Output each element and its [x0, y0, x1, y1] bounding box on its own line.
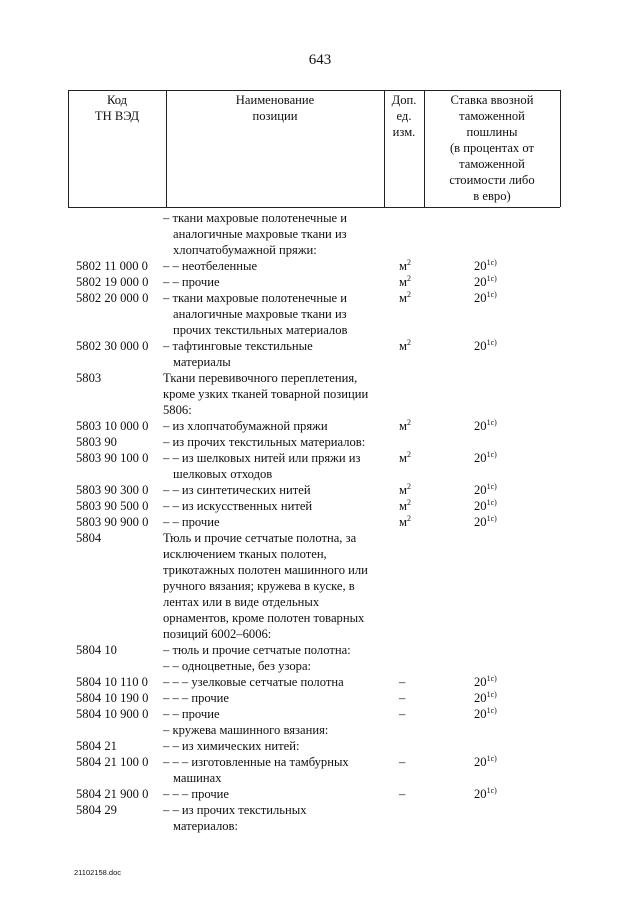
tariff-code: 5804 21 100 0	[76, 755, 149, 769]
duty-rate	[474, 786, 497, 802]
position-name-line: Ткани перевивочного переплетения,	[163, 371, 358, 385]
table-row	[0, 690, 640, 706]
duty-rate	[474, 754, 497, 770]
unit-cell	[399, 274, 421, 290]
unit-cell	[399, 674, 421, 690]
duty-rate-footnote: 1с)	[486, 706, 497, 715]
unit-value: –	[399, 675, 406, 689]
unit-cell	[399, 290, 421, 306]
table-row	[0, 786, 640, 802]
position-name	[163, 274, 385, 290]
unit-superscript: 2	[406, 290, 411, 299]
header-unit: Доп. ед. изм.	[391, 93, 417, 139]
position-name-line: – ткани махровые полотенечные и	[163, 211, 348, 225]
unit-cell	[399, 338, 421, 354]
position-name-line: материалов:	[173, 819, 239, 833]
duty-rate-value: 20	[474, 755, 487, 769]
position-name-line: – – из искусственных нитей	[163, 499, 313, 513]
position-name-line: Тюль и прочие сетчатые полотна, за	[163, 531, 357, 545]
table-row	[0, 290, 640, 338]
table-row	[0, 274, 640, 290]
duty-rate-footnote: 1с)	[486, 450, 497, 459]
table-row	[0, 210, 640, 258]
duty-rate	[474, 482, 497, 498]
duty-rate-value: 20	[474, 707, 487, 721]
tariff-code: 5803 90 300 0	[76, 483, 149, 497]
duty-rate-value: 20	[474, 291, 487, 305]
duty-rate	[474, 706, 497, 722]
unit-cell	[399, 786, 421, 802]
unit-value: м	[399, 515, 407, 529]
unit-superscript: 2	[406, 498, 411, 507]
tariff-code: 5802 30 000 0	[76, 339, 149, 353]
unit-cell	[399, 482, 421, 498]
unit-value: м	[399, 483, 407, 497]
tariff-code: 5803 90	[76, 435, 117, 449]
unit-cell	[399, 258, 421, 274]
page-number: 643	[308, 52, 332, 68]
table-row	[0, 530, 640, 642]
unit-value: м	[399, 419, 407, 433]
duty-rate-value: 20	[474, 515, 487, 529]
position-name	[163, 370, 385, 418]
table-row	[0, 706, 640, 722]
position-name-line: – – прочие	[163, 707, 220, 721]
duty-rate	[474, 674, 497, 690]
position-name-line: – – – узелковые сетчатые полотна	[163, 675, 344, 689]
duty-rate-value: 20	[474, 259, 487, 273]
duty-rate-value: 20	[474, 275, 487, 289]
tariff-code: 5803 90 900 0	[76, 515, 149, 529]
duty-rate	[474, 338, 497, 354]
position-name-line: – – – прочие	[163, 691, 230, 705]
unit-value: м	[399, 451, 407, 465]
duty-rate-footnote: 1с)	[486, 786, 497, 795]
position-name-line: исключением тканых полотен,	[163, 547, 327, 561]
duty-rate	[474, 258, 497, 274]
table-row	[0, 434, 640, 450]
unit-value: м	[399, 291, 407, 305]
duty-rate-footnote: 1с)	[486, 290, 497, 299]
duty-rate	[474, 498, 497, 514]
position-name-line: – – – изготовленные на тамбурных	[163, 755, 349, 769]
unit-cell	[399, 690, 421, 706]
position-name-line: лентах или в виде отдельных	[163, 595, 320, 609]
position-name	[163, 690, 385, 706]
duty-rate-footnote: 1с)	[486, 418, 497, 427]
unit-cell	[399, 514, 421, 530]
position-name	[163, 706, 385, 722]
position-name-line: – ткани махровые полотенечные и	[163, 291, 348, 305]
table-row	[0, 754, 640, 786]
position-name-line: – – из прочих текстильных	[163, 803, 307, 817]
position-name	[163, 530, 385, 642]
duty-rate-value: 20	[474, 419, 487, 433]
position-name-line: – из прочих текстильных материалов:	[163, 435, 366, 449]
position-name-line: – из хлопчатобумажной пряжи	[163, 419, 328, 433]
unit-superscript: 2	[406, 450, 411, 459]
position-name	[163, 338, 385, 370]
duty-rate	[474, 290, 497, 306]
position-name	[163, 498, 385, 514]
position-name-line: – – из шелковых нитей или пряжи из	[163, 451, 361, 465]
duty-rate-value: 20	[474, 675, 487, 689]
unit-value: м	[399, 275, 407, 289]
tariff-code: 5804 10 900 0	[76, 707, 149, 721]
duty-rate-footnote: 1с)	[486, 482, 497, 491]
table-row	[0, 338, 640, 370]
table-row	[0, 642, 640, 658]
position-name	[163, 642, 385, 658]
unit-value: м	[399, 259, 407, 273]
unit-cell	[399, 498, 421, 514]
duty-rate	[474, 450, 497, 466]
tariff-code: 5803	[76, 371, 102, 385]
duty-rate-footnote: 1с)	[486, 674, 497, 683]
duty-rate-value: 20	[474, 787, 487, 801]
unit-cell	[399, 754, 421, 770]
position-name-line: трикотажных полотен машинного или	[163, 563, 368, 577]
table-row	[0, 370, 640, 418]
position-name-line: – – из химических нитей:	[163, 739, 300, 753]
position-name	[163, 658, 385, 674]
position-name-line: позиций 6002–6006:	[163, 627, 272, 641]
tariff-code: 5802 20 000 0	[76, 291, 149, 305]
header-top-rule	[68, 90, 560, 91]
unit-superscript: 2	[406, 418, 411, 427]
tariff-code: 5803 10 000 0	[76, 419, 149, 433]
position-name	[163, 786, 385, 802]
duty-rate	[474, 418, 497, 434]
position-name-line: – – – прочие	[163, 787, 230, 801]
table-row	[0, 674, 640, 690]
header-rate: Ставка ввозной таможенной пошлины (в процентах от таможенной стоимости либо в евро)	[449, 93, 535, 203]
tariff-code: 5804 10 110 0	[76, 675, 148, 689]
position-name-line: аналогичные махровые ткани из	[173, 227, 347, 241]
position-name-line: орнаментов, кроме полотен товарных	[163, 611, 365, 625]
header-divider	[560, 90, 561, 207]
unit-cell	[399, 706, 421, 722]
duty-rate-value: 20	[474, 339, 487, 353]
position-name-line: шелковых отходов	[173, 467, 273, 481]
position-name	[163, 258, 385, 274]
table-row	[0, 482, 640, 498]
duty-rate-footnote: 1с)	[486, 274, 497, 283]
tariff-code: 5804 21	[76, 739, 117, 753]
position-name	[163, 290, 385, 338]
position-name	[163, 738, 385, 754]
duty-rate	[474, 514, 497, 530]
tariff-code: 5802 11 000 0	[76, 259, 148, 273]
header-name: Наименование позиции	[235, 93, 315, 123]
position-name	[163, 722, 385, 738]
unit-value: –	[399, 691, 406, 705]
table-row	[0, 658, 640, 674]
unit-value: м	[399, 499, 407, 513]
header-bottom-rule	[68, 207, 560, 208]
table-row	[0, 498, 640, 514]
position-name-line: – – прочие	[163, 275, 220, 289]
duty-rate-footnote: 1с)	[486, 514, 497, 523]
position-name	[163, 450, 385, 482]
position-name	[163, 674, 385, 690]
position-name-line: – тафтинговые текстильные	[163, 339, 313, 353]
position-name-line: кроме узких тканей товарной позиции	[163, 387, 369, 401]
duty-rate	[474, 690, 497, 706]
position-name-line: – кружева машинного вязания:	[163, 723, 329, 737]
unit-value: –	[399, 787, 406, 801]
footer-filename: 21102158.doc	[74, 868, 121, 877]
position-name	[163, 210, 385, 258]
tariff-code: 5802 19 000 0	[76, 275, 149, 289]
position-name-line: хлопчатобумажной пряжи:	[173, 243, 317, 257]
unit-superscript: 2	[406, 514, 411, 523]
position-name	[163, 434, 385, 450]
duty-rate-footnote: 1с)	[486, 690, 497, 699]
duty-rate-footnote: 1с)	[486, 338, 497, 347]
position-name-line: – тюль и прочие сетчатые полотна:	[163, 643, 351, 657]
position-name-line: – – одноцветные, без узора:	[163, 659, 312, 673]
position-name-line: 5806:	[163, 403, 192, 417]
table-row	[0, 258, 640, 274]
position-name-line: аналогичные махровые ткани из	[173, 307, 347, 321]
unit-superscript: 2	[406, 274, 411, 283]
duty-rate-value: 20	[474, 483, 487, 497]
unit-cell	[399, 450, 421, 466]
unit-value: м	[399, 339, 407, 353]
position-name-line: машинах	[173, 771, 222, 785]
table-row	[0, 450, 640, 482]
unit-cell	[399, 418, 421, 434]
header-code: Код ТН ВЭД	[94, 93, 140, 123]
duty-rate-footnote: 1с)	[486, 754, 497, 763]
table-row	[0, 722, 640, 738]
unit-value: –	[399, 755, 406, 769]
position-name-line: прочих текстильных материалов	[173, 323, 348, 337]
position-name	[163, 418, 385, 434]
tariff-code: 5804	[76, 531, 102, 545]
duty-rate-value: 20	[474, 691, 487, 705]
tariff-code: 5804 10	[76, 643, 117, 657]
position-name-line: – – из синтетических нитей	[163, 483, 311, 497]
unit-superscript: 2	[406, 258, 411, 267]
position-name	[163, 514, 385, 530]
duty-rate-footnote: 1с)	[486, 498, 497, 507]
duty-rate-footnote: 1с)	[486, 258, 497, 267]
tariff-code: 5804 29	[76, 803, 117, 817]
table-row	[0, 738, 640, 754]
position-name-line: – – прочие	[163, 515, 220, 529]
table-row	[0, 514, 640, 530]
duty-rate-value: 20	[474, 499, 487, 513]
duty-rate-value: 20	[474, 451, 487, 465]
unit-superscript: 2	[406, 482, 411, 491]
duty-rate	[474, 274, 497, 290]
position-name	[163, 754, 385, 786]
position-name-line: ручного вязания; кружева в куске, в	[163, 579, 355, 593]
position-name-line: – – неотбеленные	[163, 259, 258, 273]
table-row	[0, 418, 640, 434]
table-row	[0, 802, 640, 834]
position-name	[163, 482, 385, 498]
tariff-code: 5804 10 190 0	[76, 691, 149, 705]
position-name	[163, 802, 385, 834]
unit-superscript: 2	[406, 338, 411, 347]
unit-value: –	[399, 707, 406, 721]
position-name-line: материалы	[173, 355, 231, 369]
tariff-code: 5803 90 500 0	[76, 499, 149, 513]
tariff-code: 5803 90 100 0	[76, 451, 149, 465]
tariff-code: 5804 21 900 0	[76, 787, 149, 801]
